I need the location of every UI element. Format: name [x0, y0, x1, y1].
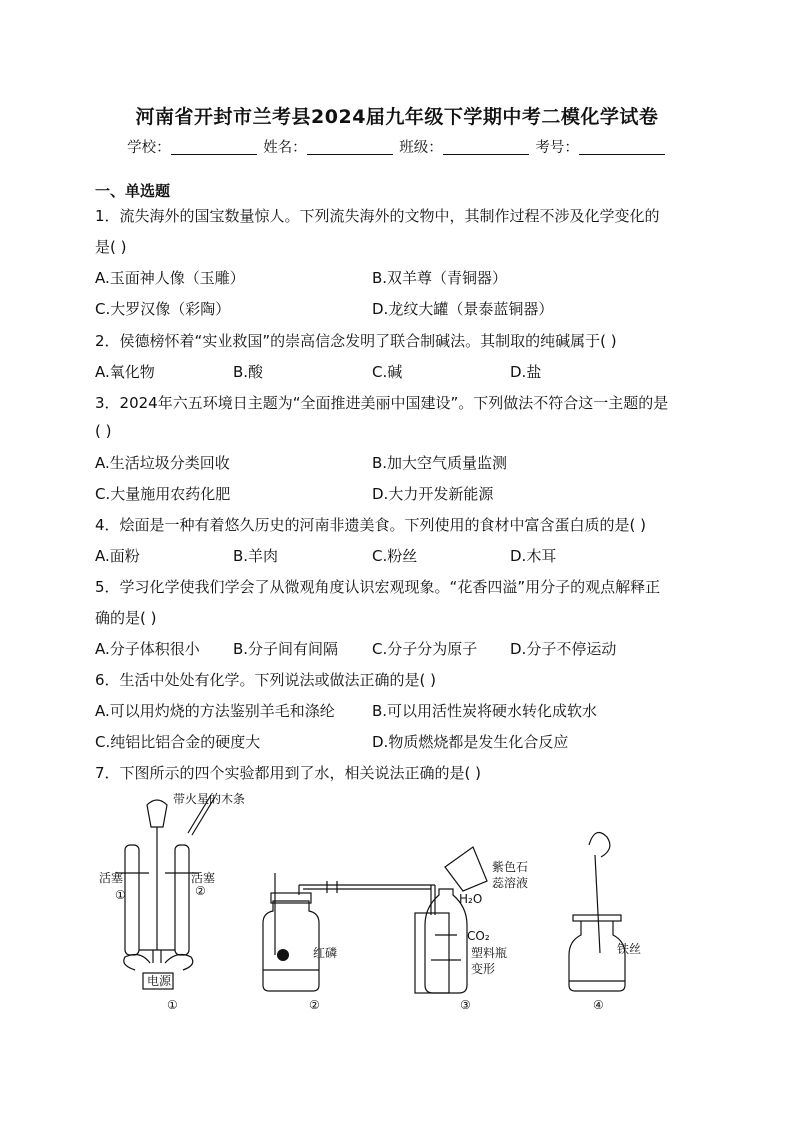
question-1-option-c: C.大罗汉像（彩陶） [95, 300, 231, 318]
question-1-option-d: D.龙纹大罐（景泰蓝铜器） [372, 300, 554, 318]
question-5-option-d: D.分子不停运动 [510, 640, 617, 658]
name-blank[interactable] [307, 140, 393, 155]
school-label: 学校： [127, 140, 171, 156]
class-label: 班级： [399, 140, 443, 156]
label-tube-1: ① [115, 888, 126, 902]
caption-3: ③ [460, 998, 471, 1012]
label-stopcock-left: 活塞 [99, 871, 124, 885]
question-1-line-2: 是( ) [95, 238, 127, 256]
school-blank[interactable] [171, 140, 257, 155]
question-3-option-a: A.生活垃圾分类回收 [95, 454, 230, 472]
name-label: 姓名： [263, 140, 307, 156]
exam-title: 河南省开封市兰考县2024届九年级下学期中考二模化学试卷 [135, 106, 659, 128]
phosphorus-ball [277, 949, 289, 961]
question-1-option-b: B.双羊尊（青铜器） [372, 269, 508, 287]
question-5-line-1: 5．学习化学使我们学会了从微观角度认识宏观现象。“花香四溢”用分子的观点解释正 [95, 578, 661, 596]
question-2-option-d: D.盐 [510, 363, 542, 381]
question-1-option-a: A.玉面神人像（玉雕） [95, 269, 245, 287]
label-bottle-line-2: 变形 [471, 962, 496, 976]
class-blank[interactable] [443, 140, 529, 155]
question-6-option-b: B.可以用活性炭将硬水转化成软水 [372, 702, 598, 720]
experiment-figure-svg [95, 785, 715, 1015]
label-red-phosphorus: 红磷 [313, 946, 338, 960]
caption-2: ② [309, 998, 320, 1012]
question-5-line-2: 确的是( ) [95, 609, 157, 627]
question-5-option-a: A.分子体积很小 [95, 640, 200, 658]
question-4-option-a: A.面粉 [95, 547, 140, 565]
number-blank[interactable] [579, 140, 665, 155]
question-4-option-c: C.粉丝 [372, 547, 418, 565]
question-2-option-c: C.碱 [372, 363, 403, 381]
label-stopcock-right: 活塞 [191, 871, 216, 885]
label-litmus-line-2: 蕊溶液 [492, 876, 529, 890]
caption-1: ① [167, 998, 178, 1012]
number-label: 考号： [535, 140, 579, 156]
experiment-figure [95, 785, 715, 1015]
question-3-option-d: D.大力开发新能源 [372, 485, 494, 503]
question-5-option-c: C.分子分为原子 [372, 640, 478, 658]
label-bottle-line-1: 塑料瓶 [471, 946, 508, 960]
question-4-option-d: D.木耳 [510, 547, 557, 565]
label-power: 电源 [147, 974, 172, 988]
question-3-option-b: B.加大空气质量监测 [372, 454, 508, 472]
question-1-line-1: 1．流失海外的国宝数量惊人。下列流失海外的文物中，其制作过程不涉及化学变化的 [95, 207, 660, 225]
phosphorus-combustion-apparatus [263, 873, 449, 993]
question-2-option-b: B.酸 [233, 363, 264, 381]
label-tube-2: ② [195, 884, 206, 898]
label-iron-wire: 铁丝 [617, 942, 642, 956]
label-water: H₂O [459, 892, 483, 906]
question-7-line-1: 7．下图所示的四个实验都用到了水，相关说法正确的是( ) [95, 764, 482, 782]
question-3-line-2: ( ) [95, 422, 112, 440]
label-splint: 带火星的木条 [173, 792, 246, 806]
question-3-option-c: C.大量施用农药化肥 [95, 485, 231, 503]
question-5-option-b: B.分子间有间隔 [233, 640, 339, 658]
question-4-line-1: 4．烩面是一种有着悠久历史的河南非遗美食。下列使用的食材中富含蛋白质的是( ) [95, 516, 647, 534]
question-3-line-1: 3．2024年六五环境日主题为“全面推进美丽中国建设”。下列做法不符合这一主题的是 [95, 394, 669, 412]
question-6-option-a: A.可以用灼烧的方法鉴别羊毛和涤纶 [95, 702, 335, 720]
question-6-option-d: D.物质燃烧都是发生化合反应 [372, 733, 569, 751]
question-2-option-a: A.氧化物 [95, 363, 155, 381]
question-6-option-c: C.纯铝比铝合金的硬度大 [95, 733, 261, 751]
question-2-line-1: 2．侯德榜怀着“实业救国”的崇高信念发明了联合制碱法。其制取的纯碱属于( ) [95, 332, 617, 350]
label-litmus-line-1: 紫色石 [492, 860, 529, 874]
student-info-row [0, 136, 794, 157]
caption-4: ④ [593, 998, 604, 1012]
label-co2: CO₂ [467, 929, 490, 943]
iron-combustion-apparatus [569, 833, 625, 992]
section-heading: 一、单选题 [95, 182, 171, 200]
question-4-option-b: B.羊肉 [233, 547, 279, 565]
question-6-line-1: 6．生活中处处有化学。下列说法或做法正确的是( ) [95, 671, 437, 689]
